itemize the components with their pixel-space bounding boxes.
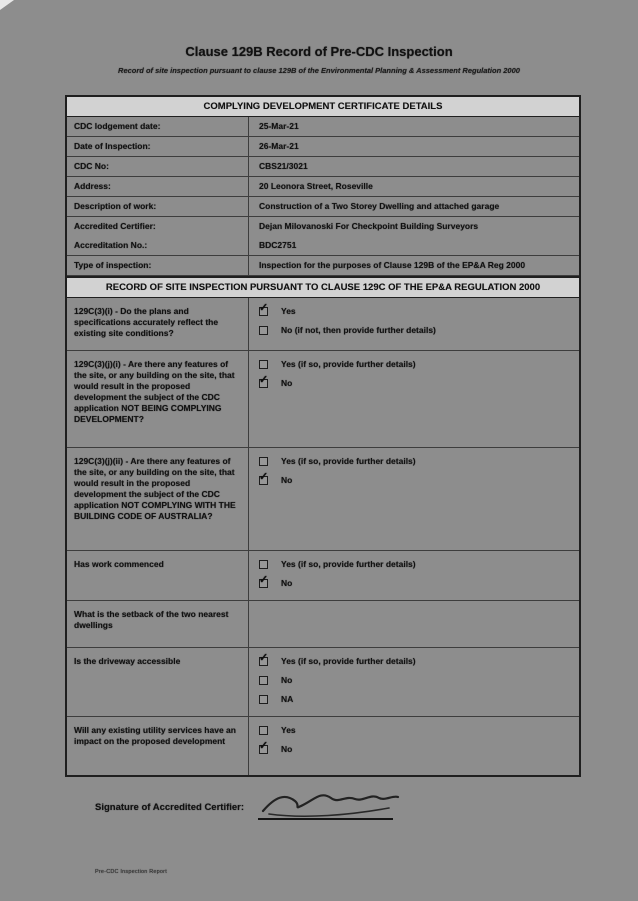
table-row [67, 197, 579, 217]
question-options [249, 717, 579, 775]
option-row [259, 378, 571, 389]
checkbox-yes[interactable] [259, 457, 268, 466]
table-row [67, 236, 579, 256]
option-label: Yes (if so, provide further details) [281, 656, 416, 666]
field-label: Accreditation No.: [67, 236, 249, 255]
question-label: 129C(3)(j)(i) - Are there any features of the site, or any building on the site, that would result in the proposed development the subject of the CDC application NOT BEING COMPLYING DEVELOPMENT? [67, 351, 249, 447]
question-options-empty [249, 601, 579, 647]
option-label: Yes [281, 725, 296, 735]
question-label: Will any existing utility services have an impact on the proposed development [67, 717, 249, 775]
checkbox-yes[interactable] [259, 657, 268, 666]
checkbox-no[interactable] [259, 379, 268, 388]
option-label: No [281, 475, 293, 485]
option-row [259, 578, 571, 589]
signature-label: Signature of Accredited Certifier: [95, 802, 245, 813]
field-label: Type of inspection: [67, 256, 249, 275]
field-value: Construction of a Two Storey Dwelling and attached garage [259, 201, 500, 211]
checkbox-yes[interactable] [259, 726, 268, 735]
option-label: No [281, 744, 293, 754]
option-label: Yes [281, 306, 296, 316]
signature-line [258, 818, 393, 820]
question-row [67, 717, 579, 775]
site-inspection-header: RECORD OF SITE INSPECTION PURSUANT TO CLAUSE 129C OF THE EP&A REGULATION 2000 [67, 276, 579, 298]
field-value: BDC2751 [259, 240, 297, 250]
checkbox-no[interactable] [259, 326, 268, 335]
checkbox-yes[interactable] [259, 560, 268, 569]
table-row [67, 137, 579, 157]
question-label: What is the setback of the two nearest dwellings [67, 601, 249, 647]
cdc-details-header: COMPLYING DEVELOPMENT CERTIFICATE DETAILS [67, 97, 579, 117]
page-corner-artifact [0, 0, 14, 10]
option-row [259, 559, 571, 570]
checkbox-no[interactable] [259, 579, 268, 588]
checkbox-no[interactable] [259, 745, 268, 754]
table-row [67, 177, 579, 197]
table-row [67, 157, 579, 177]
option-label: No [281, 578, 293, 588]
option-row [259, 694, 571, 705]
signature-block [95, 797, 575, 837]
field-value: Inspection for the purposes of Clause 129B of the EP&A Reg 2000 [259, 260, 526, 270]
question-label: Is the driveway accessible [67, 648, 249, 716]
field-value: Dejan Milovanoski For Checkpoint Building Surveyors [259, 221, 479, 231]
question-row [67, 601, 579, 648]
option-label: No (if not, then provide further details) [281, 325, 436, 335]
option-row [259, 675, 571, 686]
checkbox-yes[interactable] [259, 307, 268, 316]
question-options [249, 648, 579, 716]
inspection-form-table [65, 95, 581, 777]
option-row [259, 456, 571, 467]
field-label: Accredited Certifier: [67, 217, 249, 236]
question-row [67, 448, 579, 551]
option-label: Yes (if so, provide further details) [281, 456, 416, 466]
field-value: 20 Leonora Street, Roseville [259, 181, 373, 191]
question-row [67, 298, 579, 351]
checkbox-na[interactable] [259, 695, 268, 704]
page-subtitle: Record of site inspection pursuant to clause 129B of the Environmental Planning & Assessment Regulation 2000 [118, 66, 520, 75]
field-label: CDC No: [67, 157, 249, 176]
option-row [259, 359, 571, 370]
field-value: 26-Mar-21 [259, 141, 299, 151]
table-row [67, 256, 579, 276]
question-row [67, 551, 579, 601]
field-label: Date of Inspection: [67, 137, 249, 156]
table-row [67, 217, 579, 236]
option-row [259, 744, 571, 755]
field-label: Description of work: [67, 197, 249, 216]
question-options [249, 351, 579, 447]
question-label: 129C(3)(j)(ii) - Are there any features of the site, or any building on the site, that would result in the proposed development the subject of the CDC application NOT COMPLYING WITH THE BUILDING CODE OF AUSTRALIA? [67, 448, 249, 550]
question-options [249, 298, 579, 350]
question-options [249, 448, 579, 550]
checkbox-no[interactable] [259, 476, 268, 485]
footer-note: Pre-CDC Inspection Report [95, 869, 167, 875]
question-row [67, 648, 579, 717]
option-row [259, 306, 571, 317]
field-label: Address: [67, 177, 249, 196]
checkbox-yes[interactable] [259, 360, 268, 369]
option-row [259, 475, 571, 486]
option-label: NA [281, 694, 294, 704]
table-row [67, 117, 579, 137]
checkbox-no[interactable] [259, 676, 268, 685]
option-label: No [281, 378, 293, 388]
page-title: Clause 129B Record of Pre-CDC Inspection [185, 44, 453, 59]
option-row [259, 656, 571, 667]
option-label: No [281, 675, 293, 685]
option-row [259, 325, 571, 336]
question-label: 129C(3)(i) - Do the plans and specifications accurately reflect the existing site conditions? [67, 298, 249, 350]
question-row [67, 351, 579, 448]
field-value: 25-Mar-21 [259, 121, 299, 131]
option-row [259, 725, 571, 736]
field-value: CBS21/3021 [259, 161, 308, 171]
signature-scribble [255, 783, 405, 828]
option-label: Yes (if so, provide further details) [281, 559, 416, 569]
question-label: Has work commenced [67, 551, 249, 600]
option-label: Yes (if so, provide further details) [281, 359, 416, 369]
field-label: CDC lodgement date: [67, 117, 249, 136]
question-options [249, 551, 579, 600]
